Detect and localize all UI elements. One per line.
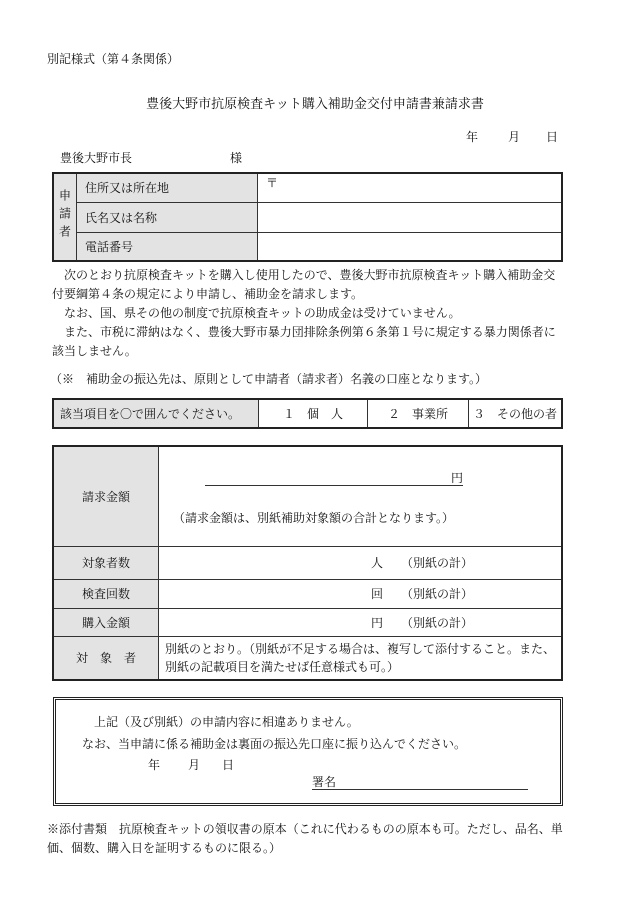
- phone-field[interactable]: [258, 232, 563, 261]
- date-day: 日: [546, 130, 559, 144]
- purchase-amount-unit: 円: [370, 615, 383, 630]
- test-count-cell[interactable]: [159, 579, 563, 608]
- name-label: 氏名又は名称: [77, 202, 258, 232]
- target-persons-label: 対 象 者: [53, 636, 159, 680]
- target-persons-text: 別紙のとおり。（別紙が不足する場合は、複写して添付すること。また、別紙の記載項目を満たせば任意様式も可。）: [159, 636, 563, 680]
- bank-note: （※ 補助金の振込先は、原則として申請者（請求者）名義の口座となります。）: [50, 372, 488, 386]
- date-year: 年: [466, 130, 479, 144]
- category-option-business[interactable]: ２ 事業所: [368, 399, 469, 428]
- category-prompt: 該当項目を〇で囲んでください。: [53, 399, 259, 428]
- body-paragraph-1: 次のとおり抗原検査キットを購入し使用したので、豊後大野市抗原検査キット購入補助金交付要綱第４条の規定により申請し、補助金を請求します。: [52, 268, 556, 301]
- test-count-unit: 回: [370, 587, 383, 601]
- test-count-note: （別紙の計）: [401, 587, 474, 601]
- signature-line[interactable]: [312, 773, 528, 790]
- applicant-table: [52, 172, 563, 262]
- addressee-suffix: 様: [230, 151, 243, 165]
- declaration-month: 月: [188, 758, 201, 772]
- declaration-day: 日: [222, 758, 235, 772]
- declaration-line-1: 上記（及び別紙）の申請内容に相違ありません。: [94, 715, 359, 729]
- signature-label: 署名: [312, 775, 337, 789]
- purchase-amount-label: 購入金額: [53, 608, 159, 636]
- category-table: [52, 398, 563, 429]
- claim-amount-label: 請求金額: [53, 446, 159, 546]
- claim-amount-line[interactable]: [205, 469, 463, 486]
- claim-amount-cell[interactable]: [159, 446, 563, 546]
- addressee: 豊後大野市長: [60, 151, 133, 165]
- category-option-other[interactable]: ３ その他の者: [469, 399, 563, 428]
- document-title: 豊後大野市抗原検査キット購入補助金交付申請書兼請求書: [146, 97, 484, 112]
- declaration-box: [53, 697, 563, 806]
- purchase-amount-cell[interactable]: [159, 608, 563, 636]
- declaration-line-2: なお、当申請に係る補助金は裏面の振込先口座に振り込んでください。: [82, 737, 467, 751]
- target-count-label: 対象者数: [53, 546, 159, 579]
- target-count-unit: 人: [370, 556, 383, 570]
- body-paragraph-3: また、市税に滞納はなく、豊後大野市暴力団排除条例第６条第１号に規定する暴力関係者に該当しません。: [52, 325, 556, 358]
- claim-amount-note: （請求金額は、別紙補助対象額の合計となります。）: [173, 511, 455, 525]
- form-reference: 別記様式（第４条関係）: [47, 52, 180, 66]
- phone-label: 電話番号: [77, 232, 258, 261]
- target-count-cell[interactable]: [159, 546, 563, 579]
- address-label: 住所又は所在地: [77, 173, 258, 202]
- body-paragraph-2: なお、国、県その他の制度で抗原検査キットの助成金は受けていません。: [52, 306, 461, 320]
- test-count-label: 検査回数: [53, 579, 159, 608]
- applicant-side-label: 申請者: [53, 173, 77, 261]
- claim-amount-unit: 円: [450, 471, 463, 485]
- address-field[interactable]: 〒: [258, 173, 563, 202]
- category-option-individual[interactable]: １ 個 人: [259, 399, 368, 428]
- name-field[interactable]: [258, 202, 563, 232]
- claim-table: [52, 445, 563, 681]
- date-month: 月: [508, 130, 521, 144]
- target-count-note: （別紙の計）: [401, 556, 474, 570]
- purchase-amount-note: （別紙の計）: [401, 615, 474, 630]
- declaration-year: 年: [148, 758, 161, 772]
- attachment-note: ※添付書類 抗原検査キットの領収書の原本（これに代わるものの原本も可。ただし、品名、単価、個数、購入日を証明するものに限る。）: [47, 822, 563, 855]
